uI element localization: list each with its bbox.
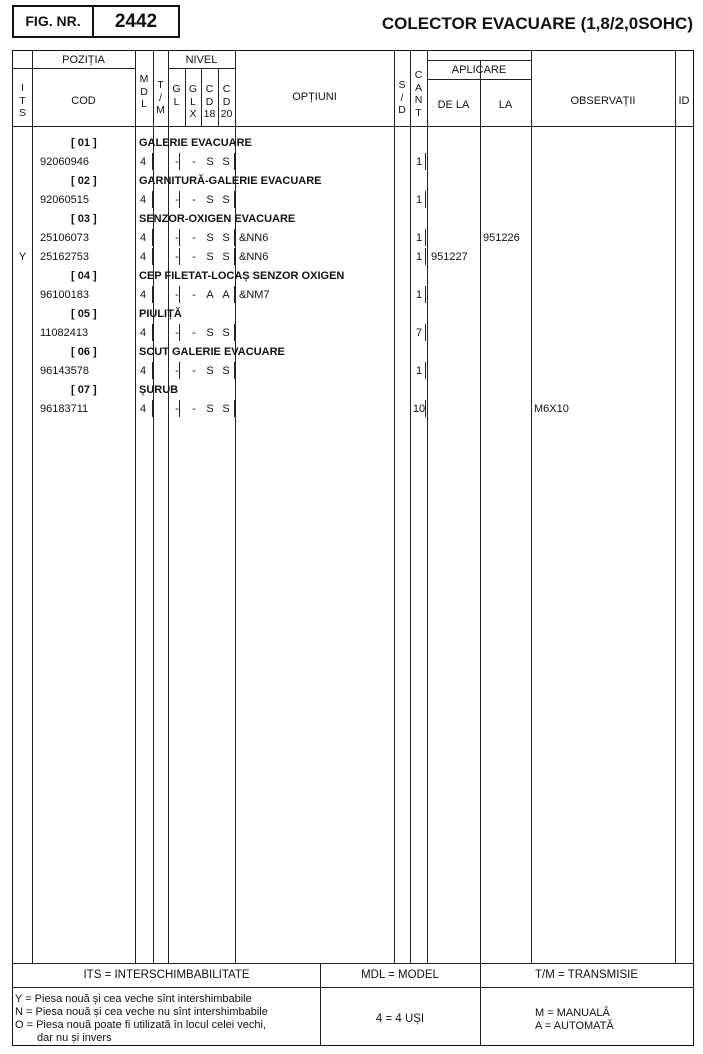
cell-cod: 25162753 [40, 251, 89, 263]
header-cd20: C D 20 [220, 83, 233, 121]
cell-cd20: S [222, 403, 230, 415]
position-number: [ 02 ] [71, 175, 97, 187]
header-cd18: C D 18 [203, 83, 216, 121]
cell-cant: 10 [412, 403, 426, 415]
part-description: PIULIȚĂ [139, 308, 182, 320]
header-pozitia: POZIȚIA [62, 54, 105, 66]
cell-divider [234, 362, 235, 379]
cell-glx: - [192, 403, 196, 415]
cell-mdl: 4 [140, 327, 147, 339]
cell-mdl: 4 [140, 251, 147, 263]
cell-glx: - [192, 232, 196, 244]
legend-tm-title: T/M = TRANSMISIE [535, 969, 638, 981]
header-gl: G L [172, 83, 181, 108]
page-title: COLECTOR EVACUARE (1,8/2,0SOHC) [381, 14, 693, 33]
cell-divider [425, 400, 426, 417]
cell-mdl: 4 [140, 289, 147, 301]
position-number: [ 07 ] [71, 384, 97, 396]
header-nivel: NIVEL [185, 54, 218, 66]
cell-divider [152, 153, 153, 170]
cell-cant: 1 [415, 194, 423, 206]
cell-cant: 1 [415, 156, 423, 168]
cell-opt: &NN6 [239, 232, 269, 244]
header-id: ID [678, 95, 690, 107]
cell-cd18: S [206, 194, 214, 206]
table-row [13, 250, 693, 266]
cell-mdl: 4 [140, 365, 147, 377]
cell-divider [234, 153, 235, 170]
cell-cod: 92060515 [40, 194, 89, 206]
cell-mdl: 4 [140, 232, 147, 244]
table-row [13, 364, 693, 380]
part-description: SENZOR-OXIGEN EVACUARE [139, 213, 296, 225]
cell-mdl: 4 [140, 156, 147, 168]
position-number: [ 06 ] [71, 346, 97, 358]
position-number: [ 03 ] [71, 213, 97, 225]
cell-gl: - [175, 289, 179, 301]
part-description: CEP FILETAT-LOCAȘ SENZOR OXIGEN [139, 270, 345, 282]
cell-divider [152, 191, 153, 208]
cell-cant: 1 [415, 289, 423, 301]
cell-gl: - [175, 194, 179, 206]
cell-cd18: S [206, 156, 214, 168]
cell-cd18: S [206, 251, 214, 263]
figure-number-box [12, 5, 180, 38]
legend-its-o2: dar nu și invers [37, 1032, 112, 1044]
cell-divider [179, 324, 180, 341]
cell-gl: - [175, 327, 179, 339]
legend-mdl-title: MDL = MODEL [361, 969, 439, 981]
table-row [13, 326, 693, 342]
cell-divider [425, 248, 426, 265]
cell-cant: 1 [415, 251, 423, 263]
cell-cant: 1 [415, 232, 423, 244]
cell-divider [152, 229, 153, 246]
cell-divider [234, 400, 235, 417]
cell-cd20: S [222, 365, 230, 377]
cell-opt: &NM7 [239, 289, 270, 301]
table-row [13, 402, 693, 418]
header-observatii: OBSERVAȚII [570, 95, 636, 107]
cell-mdl: 4 [140, 403, 147, 415]
cell-divider [425, 286, 426, 303]
cell-cod: 92060946 [40, 156, 89, 168]
cell-divider [234, 191, 235, 208]
cell-divider [179, 191, 180, 208]
legend-its-o1: O = Piesa nouă poate fi utilizată în locul celei vechi, [15, 1019, 267, 1031]
parts-table [12, 50, 694, 1046]
cell-divider [179, 362, 180, 379]
part-description: SCUT GALERIE EVACUARE [139, 346, 285, 358]
cell-cd20: A [222, 289, 230, 301]
header-its: I T S [18, 82, 26, 120]
cell-cod: 25106073 [40, 232, 89, 244]
cell-cd20: S [222, 327, 230, 339]
cell-cod: 96183711 [40, 403, 89, 415]
cell-its: Y [18, 251, 27, 263]
cell-gl: - [175, 251, 179, 263]
header-optiuni: OPȚIUNI [292, 91, 337, 103]
legend-its-y: Y = Piesa nouă și cea veche sînt intershimbabile [15, 993, 252, 1005]
cell-divider [425, 153, 426, 170]
position-number: [ 04 ] [71, 270, 97, 282]
cell-cd20: S [222, 251, 230, 263]
cell-mdl: 4 [140, 194, 147, 206]
cell-glx: - [192, 156, 196, 168]
cell-cd20: S [222, 194, 230, 206]
cell-divider [152, 286, 153, 303]
cell-opt: &NN6 [239, 251, 269, 263]
header-sd: S / D [398, 79, 406, 117]
cell-glx: - [192, 365, 196, 377]
cell-divider [234, 248, 235, 265]
cell-divider [179, 286, 180, 303]
header-cant: C A N T [414, 69, 423, 119]
header-tm: T / M [156, 79, 165, 117]
cell-divider [152, 362, 153, 379]
cell-divider [179, 229, 180, 246]
cell-divider [152, 248, 153, 265]
cell-glx: - [192, 251, 196, 263]
cell-divider [179, 248, 180, 265]
cell-cd18: S [206, 327, 214, 339]
cell-gl: - [175, 156, 179, 168]
header-de-la: DE LA [437, 99, 470, 111]
cell-divider [179, 400, 180, 417]
cell-cd20: S [222, 156, 230, 168]
cell-divider [152, 400, 153, 417]
cell-cd18: S [206, 365, 214, 377]
cell-cd18: S [206, 232, 214, 244]
cell-cant: 7 [415, 327, 423, 339]
cell-divider [425, 362, 426, 379]
header-la: LA [498, 99, 513, 111]
position-number: [ 05 ] [71, 308, 97, 320]
cell-divider [425, 191, 426, 208]
cell-gl: - [175, 365, 179, 377]
cell-divider [234, 286, 235, 303]
cell-divider [234, 324, 235, 341]
cell-cod: 11082413 [40, 327, 89, 339]
cell-glx: - [192, 289, 196, 301]
cell-glx: - [192, 194, 196, 206]
part-description: ȘURUB [139, 384, 179, 396]
table-row [13, 288, 693, 304]
legend-tm-auto: A = AUTOMATĂ [535, 1020, 614, 1032]
figure-number: 2442 [114, 11, 158, 32]
legend-its-title: ITS = INTERSCHIMBABILITATE [83, 969, 250, 981]
cell-gl: - [175, 232, 179, 244]
cell-divider [425, 324, 426, 341]
table-row [13, 155, 693, 171]
part-description: GALERIE EVACUARE [139, 137, 252, 149]
cell-cod: 96143578 [40, 365, 89, 377]
legend-tm-manual: M = MANUALĂ [535, 1007, 610, 1019]
cell-cd20: S [222, 232, 230, 244]
header-aplicare: APLICARE [451, 64, 507, 76]
cell-divider [234, 229, 235, 246]
cell-divider [179, 153, 180, 170]
legend-its-n: N = Piesa nouă și cea veche nu sînt intershimbabile [15, 1006, 268, 1018]
cell-cd18: A [206, 289, 214, 301]
part-description: GARNITURĂ-GALERIE EVACUARE [139, 175, 322, 187]
cell-divider [152, 324, 153, 341]
cell-glx: - [192, 327, 196, 339]
header-cod: COD [71, 95, 96, 107]
figure-label: FIG. NR. [14, 7, 94, 36]
table-row [13, 193, 693, 209]
cell-gl: - [175, 403, 179, 415]
cell-cd18: S [206, 403, 214, 415]
table-row [13, 231, 693, 247]
position-number: [ 01 ] [71, 137, 97, 149]
cell-de-la: 951227 [431, 251, 468, 263]
header-mdl: M D L [139, 73, 149, 111]
cell-la: 951226 [483, 232, 520, 244]
cell-cant: 1 [415, 365, 423, 377]
header-glx: G L X [188, 83, 198, 121]
legend-mdl-value: 4 = 4 UȘI [375, 1013, 425, 1025]
cell-cod: 96100183 [40, 289, 89, 301]
cell-obs: M6X10 [534, 403, 569, 415]
cell-divider [425, 229, 426, 246]
